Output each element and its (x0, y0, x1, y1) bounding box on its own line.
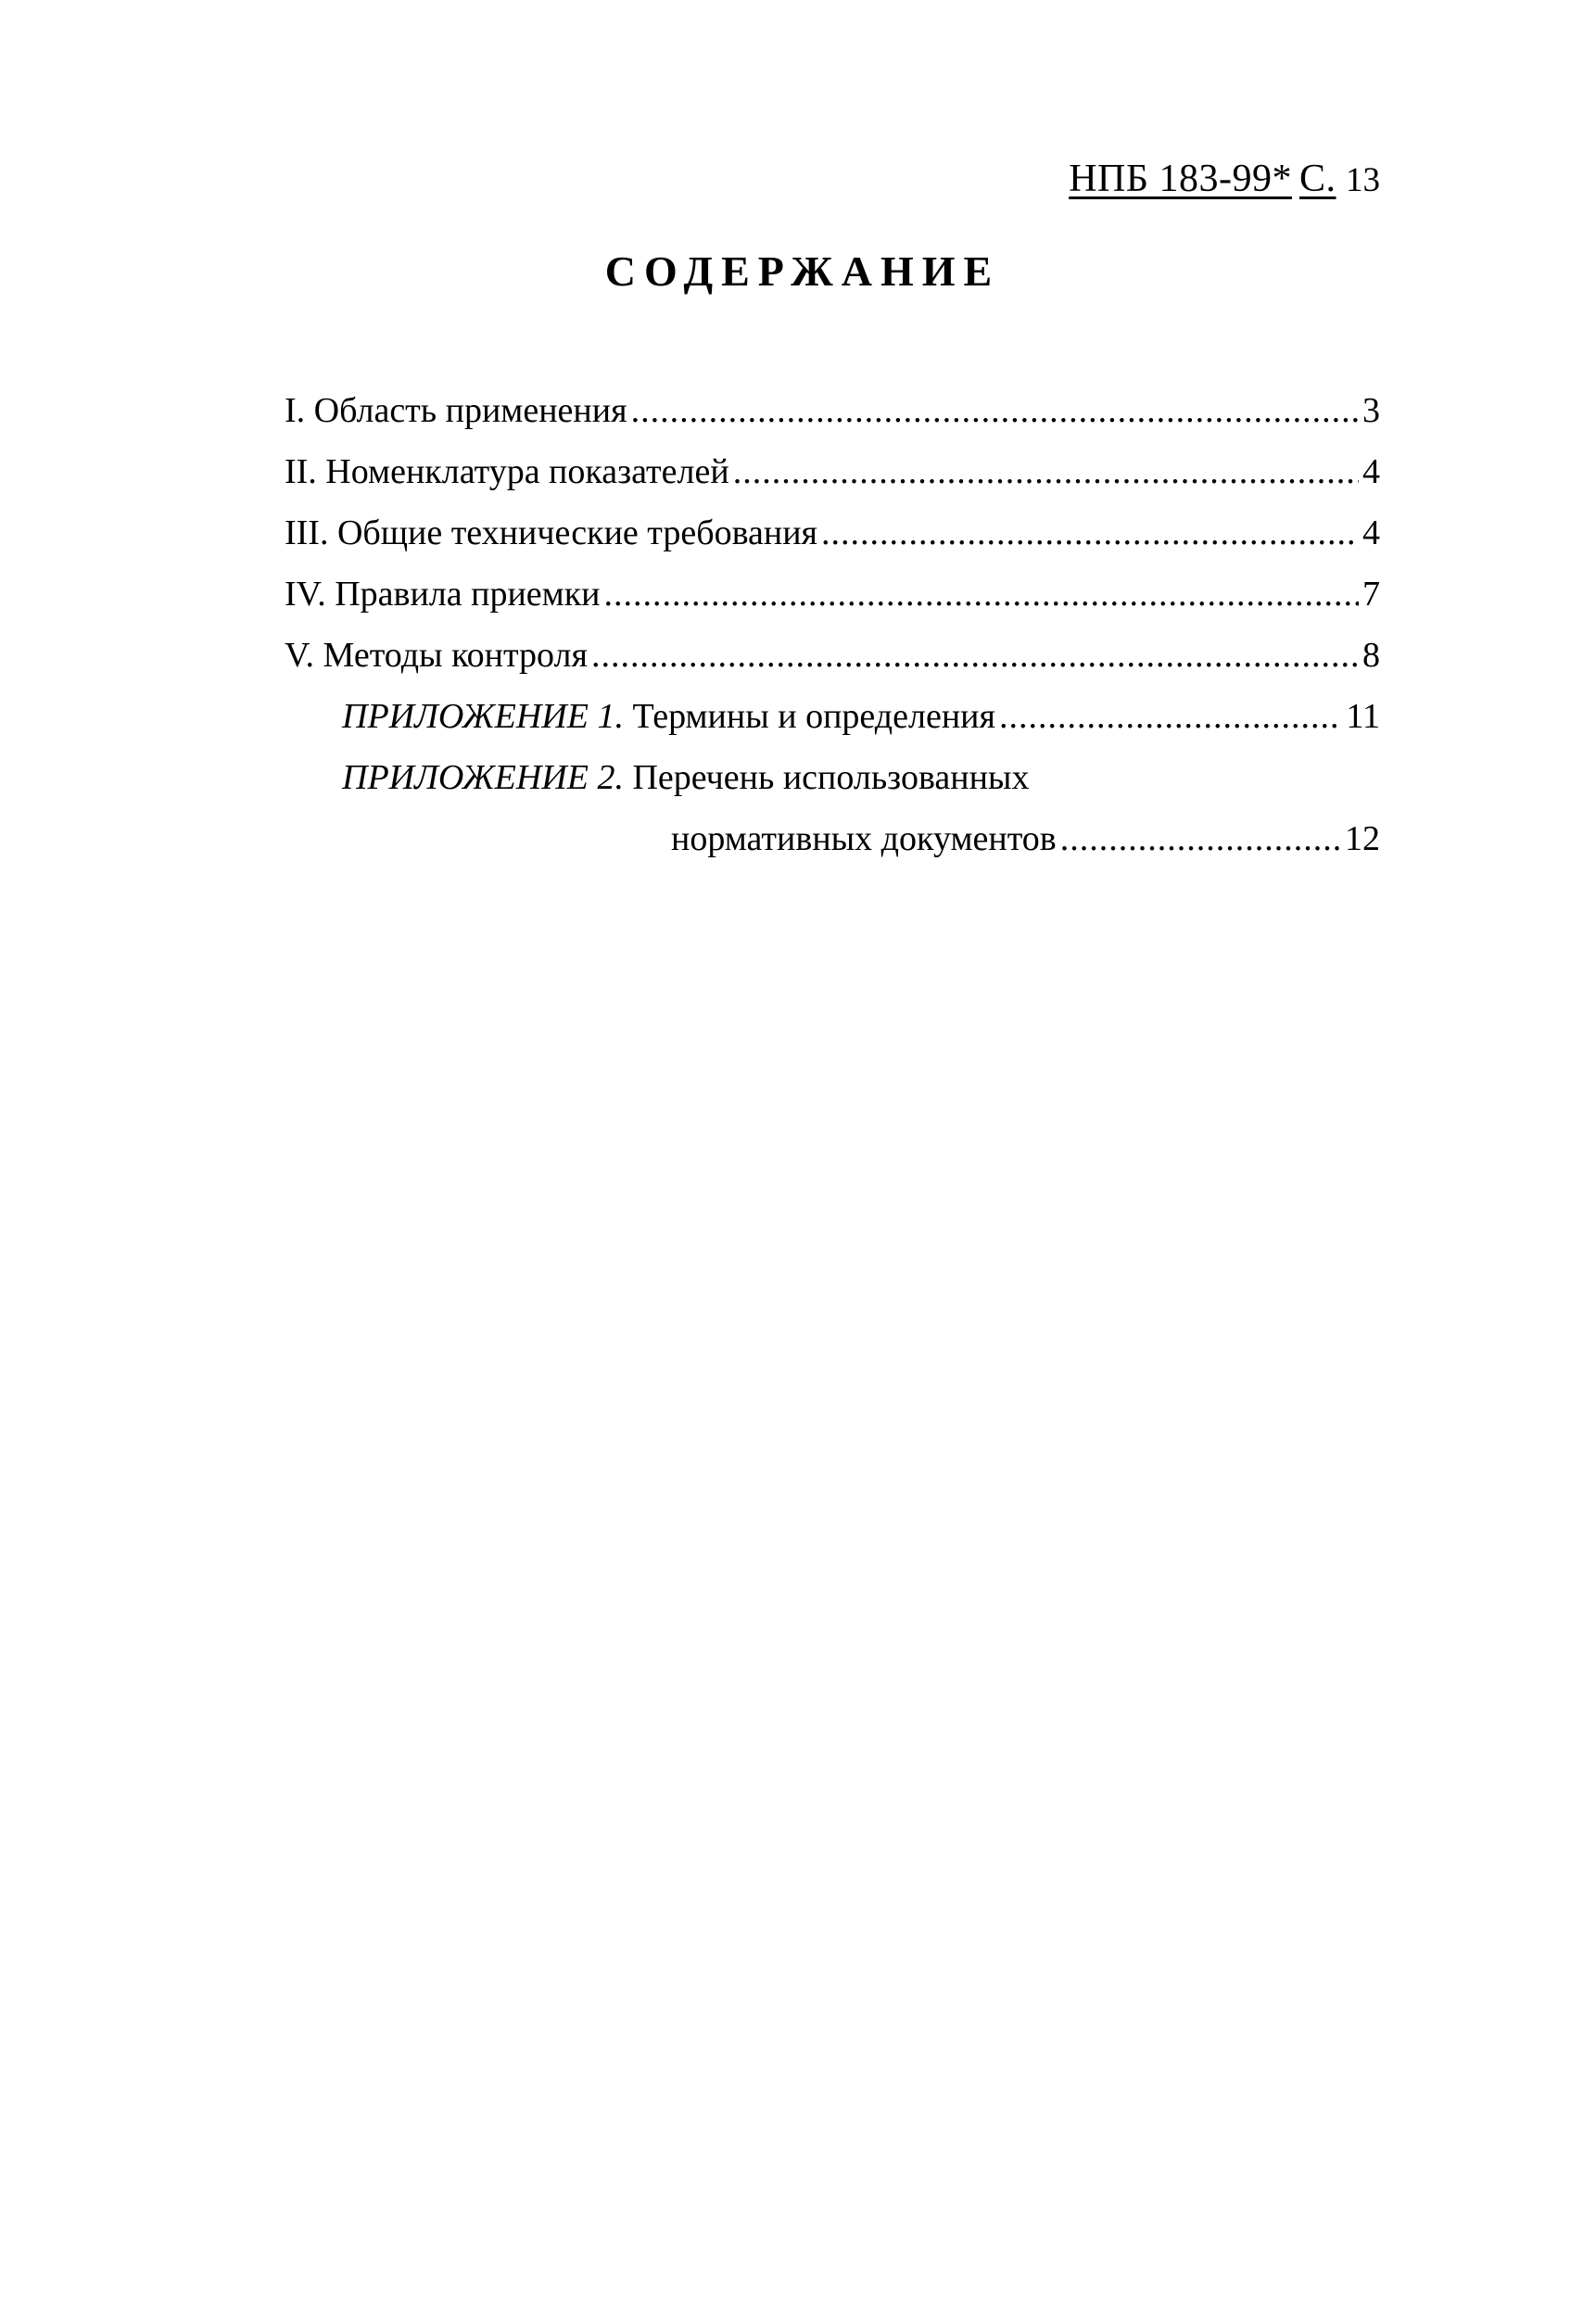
toc-item-page: 12 (1345, 819, 1380, 858)
toc-item (285, 502, 1380, 564)
document-code: НПБ 183-99* (1069, 158, 1292, 200)
document-code-underlined (1069, 158, 1336, 200)
appendix-prefix: ПРИЛОЖЕНИЕ 2. (342, 758, 624, 797)
toc-item-label: III. Общие технические требования (285, 513, 818, 552)
dot-leader (821, 502, 1359, 564)
toc-item (285, 380, 1380, 441)
appendix-title: Термины и определения (632, 697, 995, 736)
toc-item (285, 564, 1380, 625)
toc-item-page: 8 (1362, 636, 1380, 675)
dot-leader (733, 441, 1359, 502)
dot-leader (604, 564, 1360, 625)
appendix-title: Перечень использованных (632, 758, 1030, 797)
toc-item-label: V. Методы контроля (285, 636, 588, 675)
toc-item-label: IV. Правила приемки (285, 575, 601, 614)
toc-item (285, 441, 1380, 502)
appendix-title-continuation: нормативных документов (671, 819, 1057, 858)
toc-item-page: 11 (1346, 697, 1380, 736)
appendix-prefix: ПРИЛОЖЕНИЕ 1. (342, 697, 624, 736)
toc-item-page: 3 (1362, 391, 1380, 430)
toc-item-page: 4 (1362, 452, 1380, 491)
toc-appendix-label (342, 747, 1029, 808)
dot-leader (999, 686, 1342, 747)
page-prefix: С. (1298, 158, 1336, 200)
toc-appendix-item (285, 747, 1380, 808)
toc-item-label: II. Номенклатура показателей (285, 452, 729, 491)
table-of-contents (285, 380, 1380, 869)
toc-item-label: I. Область применения (285, 391, 627, 430)
toc-appendix-item (285, 686, 1380, 747)
page-title: СОДЕРЖАНИЕ (604, 247, 1001, 295)
toc-appendix-continuation (285, 808, 1380, 869)
dot-leader (1060, 808, 1341, 869)
toc-appendix-label (342, 686, 995, 747)
toc-item-page: 7 (1362, 575, 1380, 614)
dot-leader (631, 380, 1359, 441)
toc-item (285, 625, 1380, 686)
toc-item-page: 4 (1362, 513, 1380, 552)
page-header (1069, 159, 1380, 198)
dot-leader (591, 625, 1359, 686)
page-number: 13 (1346, 161, 1380, 199)
